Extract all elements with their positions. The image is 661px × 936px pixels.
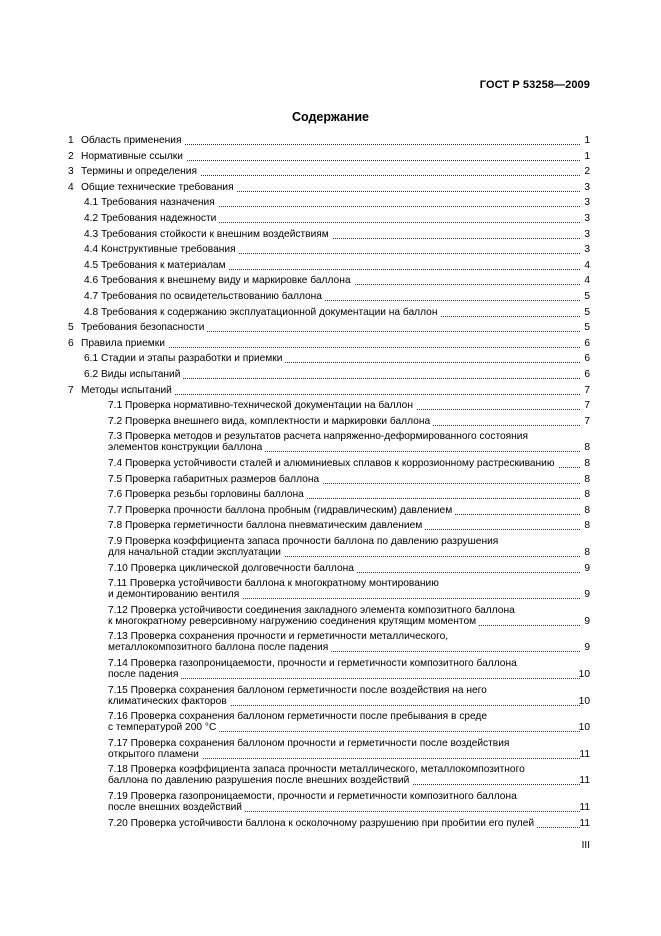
toc-entry-title: 6.1 Стадии и этапы разработки и приемки <box>84 353 285 364</box>
toc-entry-title: Методы испытаний <box>81 385 175 396</box>
toc-entry-page: 7 <box>584 384 590 396</box>
toc-entry[interactable] <box>0 291 661 303</box>
toc-entry[interactable] <box>0 563 661 575</box>
toc-entry-title: 6.2 Виды испытаний <box>84 369 183 380</box>
toc-entry-title-continued: открытого пламени <box>108 749 202 760</box>
toc-entry-title: Правила приемки <box>81 338 168 349</box>
toc-entry-number: 7 <box>68 384 74 396</box>
toc-entry-title-continued: с температурой 200 °С <box>108 722 219 733</box>
toc-entry-title: 7.14 Проверка газопроницаемости, прочности и герметичности композитного баллона <box>108 658 517 669</box>
toc-entry-title: 7.15 Проверка сохранения баллоном герметичности после воздействия на него <box>108 684 487 696</box>
toc-entry[interactable] <box>0 458 661 470</box>
toc-entry[interactable] <box>0 369 661 381</box>
toc-entry-page: 6 <box>584 369 590 380</box>
toc-entry[interactable] <box>0 182 661 194</box>
toc-entry-title: Требования безопасности <box>81 322 207 333</box>
toc-entry-title: 7.18 Проверка коэффициента запаса прочности металлического, металлокомпозитного <box>108 764 525 776</box>
toc-entry-page: 11 <box>579 748 590 760</box>
toc-entry-page: 10 <box>578 669 590 680</box>
toc-entry-page: 5 <box>584 322 590 334</box>
toc-entry-page: 3 <box>584 244 590 256</box>
page-number: III <box>581 840 590 851</box>
toc-entry-number: 3 <box>68 166 74 178</box>
toc-entry-page: 6 <box>584 337 590 349</box>
toc-entry-title: 7.2 Проверка внешнего вида, комплектности и маркировки баллона <box>108 416 433 427</box>
toc-entry-title-continued: после падения <box>108 669 181 680</box>
toc-entry-page: 7 <box>584 415 590 427</box>
toc-entry-title: 4.7 Требования по освидетельствованию баллона <box>84 291 325 302</box>
toc-entry-title: 7.17 Проверка сохранения баллоном прочности и герметичности после воздействия <box>108 737 510 749</box>
toc-entry-page: 3 <box>584 228 590 240</box>
toc-entry-title: 4.4 Конструктивные требования <box>84 244 239 255</box>
toc-entry-title-continued: элементов конструкции баллона <box>108 442 265 453</box>
toc-entry-page: 9 <box>584 615 590 627</box>
toc-entry[interactable] <box>0 338 661 350</box>
toc-entry[interactable] <box>0 213 661 225</box>
toc-entry[interactable] <box>0 711 661 734</box>
toc-entry[interactable] <box>0 605 661 628</box>
toc-entry-page: 11 <box>579 817 590 829</box>
document-header: ГОСТ Р 53258—2009 <box>479 79 590 91</box>
toc-entry-number: 6 <box>68 337 74 349</box>
toc-entry[interactable] <box>0 791 661 814</box>
toc-entry-title: 7.20 Проверка устойчивости баллона к осколочному разрушению при пробитии его пулей <box>108 818 537 829</box>
toc-entry-title-continued: после внешних воздействий <box>108 802 245 813</box>
toc-entry[interactable] <box>0 275 661 287</box>
toc-entry[interactable] <box>0 685 661 708</box>
toc-entry[interactable] <box>0 520 661 532</box>
toc-entry[interactable] <box>0 536 661 559</box>
toc-entry-title-continued: климатических факторов <box>108 696 230 707</box>
toc-entry-page: 3 <box>584 181 590 193</box>
toc-entry-page: 8 <box>584 473 590 485</box>
toc-entry-page: 2 <box>584 166 590 178</box>
toc-entry[interactable] <box>0 489 661 501</box>
toc-entry-page: 8 <box>584 547 590 558</box>
toc-entry-number: 1 <box>68 135 74 146</box>
toc-entry[interactable] <box>0 578 661 601</box>
toc-entry-title: 7.8 Проверка герметичности баллона пневматическим давлением <box>108 520 425 531</box>
toc-entry[interactable] <box>0 738 661 761</box>
toc-entry[interactable] <box>0 431 661 454</box>
toc-entry[interactable] <box>0 307 661 319</box>
toc-entry-page: 4 <box>584 259 590 271</box>
toc-entry-title: 4.5 Требования к материалам <box>84 260 229 271</box>
toc-entry-title: 7.16 Проверка сохранения баллоном герметичности после пребывания в среде <box>108 711 488 723</box>
toc-entry[interactable] <box>0 818 661 830</box>
toc-entry[interactable] <box>0 474 661 486</box>
toc-entry-page: 6 <box>584 353 590 365</box>
toc-entry-page: 8 <box>584 504 590 516</box>
toc-entry[interactable] <box>0 166 661 178</box>
toc-entry[interactable] <box>0 764 661 787</box>
toc-entry[interactable] <box>0 151 661 163</box>
toc-entry-page: 11 <box>579 802 590 813</box>
toc-entry-page: 5 <box>584 306 590 318</box>
toc-entry-page: 9 <box>584 562 590 574</box>
toc-entry[interactable] <box>0 229 661 241</box>
toc-entry-title: 7.7 Проверка прочности баллона пробным (гидравлическим) давлением <box>108 505 455 516</box>
toc-entry-number: 5 <box>68 322 74 334</box>
toc-entry-page: 8 <box>584 520 590 532</box>
toc-entry[interactable] <box>0 135 661 147</box>
toc-entry[interactable] <box>0 353 661 365</box>
toc-entry-title: 7.11 Проверка устойчивости баллона к многократному монтированию <box>108 578 439 590</box>
toc-entry-title: Область применения <box>81 135 184 146</box>
toc-entry-title: Термины и определения <box>81 166 200 177</box>
toc-entry-title: 7.9 Проверка коэффициента запаса прочности баллона по давлению разрушения <box>108 536 499 547</box>
toc-entry-title: 7.4 Проверка устойчивости сталей и алюминиевых сплавов к коррозионному растрескиванию <box>108 458 558 469</box>
toc-entry-title: 4.1 Требования назначения <box>84 197 218 208</box>
toc-entry-title-continued: для начальной стадии эксплуатации <box>108 547 284 558</box>
toc-entry-page: 10 <box>578 695 590 707</box>
toc-entry-title: 4.6 Требования к внешнему виду и маркировке баллона <box>84 275 354 286</box>
toc-entry-title: 4.2 Требования надежности <box>84 213 219 224</box>
toc-entry-title-continued: металлокомпозитного баллона после падения <box>108 642 331 653</box>
toc-entry-page: 9 <box>584 589 590 601</box>
toc-entry[interactable] <box>0 260 661 272</box>
toc-entry[interactable] <box>0 631 661 654</box>
toc-entry-title: 7.5 Проверка габаритных размеров баллона <box>108 474 322 485</box>
toc-entry-page: 8 <box>584 489 590 501</box>
toc-entry-title: 7.12 Проверка устойчивости соединения закладного элемента композитного баллона <box>108 604 515 616</box>
toc-entry-title: Нормативные ссылки <box>81 151 186 162</box>
toc-entry-title: 7.13 Проверка сохранения прочности и герметичности металлического, <box>108 631 449 643</box>
toc-entry-page: 9 <box>584 642 590 654</box>
toc-entry-title: 4.3 Требования стойкости к внешним воздействиям <box>84 229 332 240</box>
toc-entry-title: 7.19 Проверка газопроницаемости, прочности и герметичности композитного баллона <box>108 791 517 802</box>
toc-entry-page: 3 <box>584 197 590 209</box>
page-title: Содержание <box>291 110 369 124</box>
toc-entry-page: 1 <box>584 150 590 162</box>
toc-entry-title: Общие технические требования <box>81 182 237 193</box>
toc-entry-title: 7.6 Проверка резьбы горловины баллона <box>108 489 307 500</box>
toc-entry-page: 4 <box>584 275 590 287</box>
toc-entry[interactable] <box>0 244 661 256</box>
toc-entry-page: 11 <box>579 775 590 787</box>
toc-entry-page: 1 <box>584 135 590 146</box>
toc-entry-title: 7.10 Проверка циклической долговечности баллона <box>108 563 357 574</box>
toc-entry-number: 4 <box>68 181 74 193</box>
toc-entry-title-continued: к многократному реверсивному нагружению соединения крутящим моментом <box>108 616 479 627</box>
toc-entry[interactable] <box>0 658 661 681</box>
toc-entry-number: 2 <box>68 150 74 162</box>
toc-entry-page: 10 <box>578 722 590 734</box>
toc-entry-title-continued: баллона по давлению разрушения после внешних воздействий <box>108 775 412 786</box>
toc-entry-page: 8 <box>584 442 590 454</box>
toc-entry-title-continued: и демонтированию вентиля <box>108 589 242 600</box>
toc-entry-page: 5 <box>584 291 590 302</box>
toc-entry-page: 8 <box>584 458 590 469</box>
toc-entry[interactable] <box>0 322 661 334</box>
toc-entry[interactable] <box>0 505 661 517</box>
toc-entry-page: 7 <box>584 400 590 412</box>
toc-entry-page: 3 <box>584 213 590 224</box>
toc-entry[interactable] <box>0 197 661 209</box>
toc-entry[interactable] <box>0 385 661 397</box>
toc-entry-title: 7.3 Проверка методов и результатов расчета напряженно-деформированного состояния <box>108 431 529 443</box>
toc-entry[interactable] <box>0 400 661 412</box>
toc-entry-title: 4.8 Требования к содержанию эксплуатационной документации на баллон <box>84 307 440 318</box>
toc-entry-title: 7.1 Проверка нормативно-технической документации на баллон <box>108 400 416 411</box>
toc-entry[interactable] <box>0 416 661 428</box>
